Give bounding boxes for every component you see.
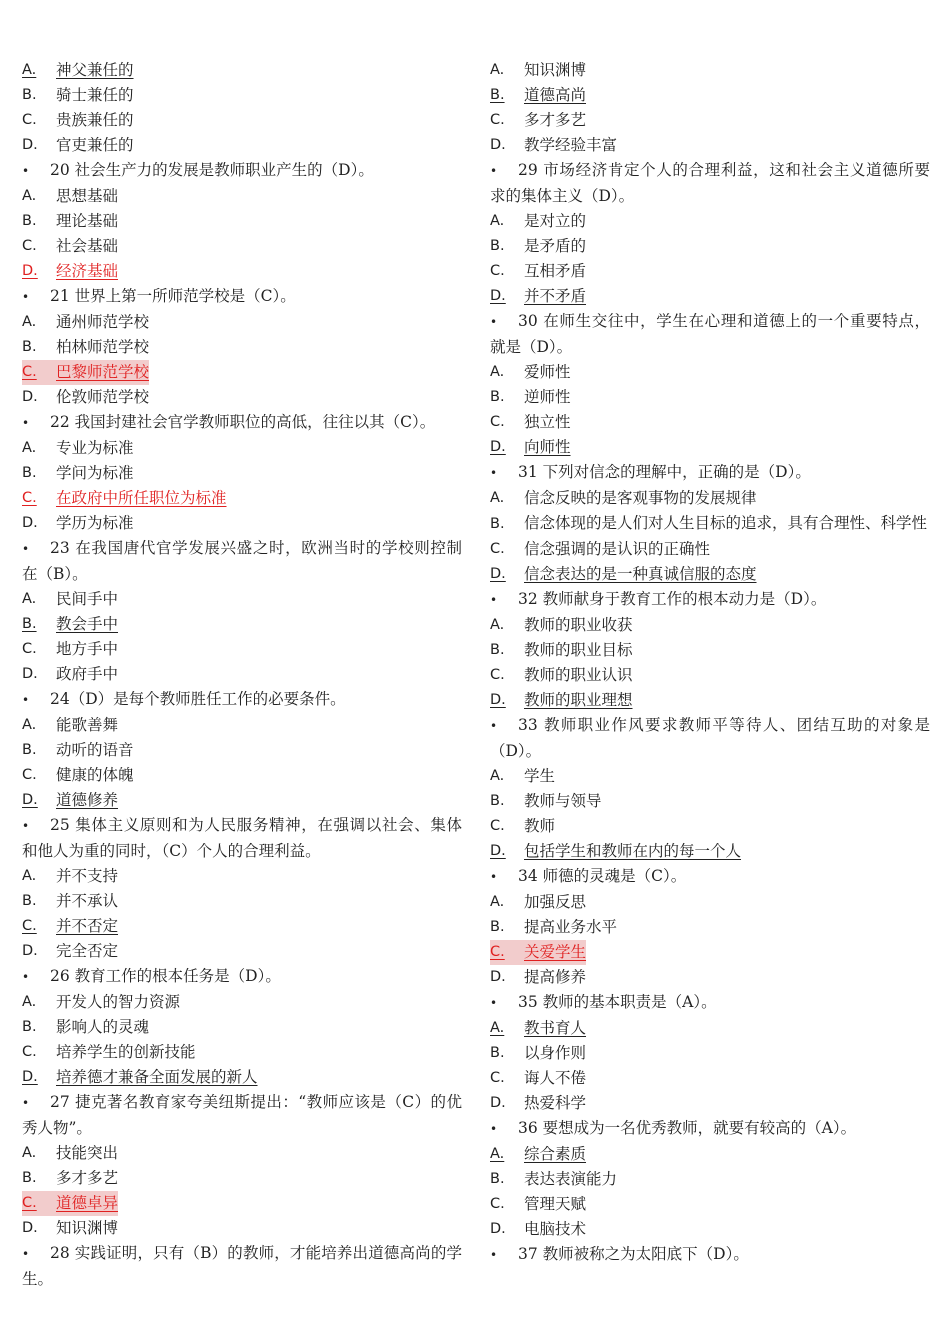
- question-text: 24（D）是每个教师胜任工作的必要条件。: [50, 690, 346, 708]
- question-text: 34 师德的灵魂是（C）。: [518, 867, 687, 885]
- option-text: 教师与领导: [524, 792, 602, 810]
- option: [22, 637, 462, 662]
- option-text: 通州师范学校: [56, 313, 150, 331]
- option: [490, 814, 930, 839]
- option: [490, 890, 930, 915]
- option-text: 伦敦师范学校: [56, 388, 150, 406]
- answer-option: [22, 1065, 462, 1090]
- option-letter: B.: [22, 213, 37, 229]
- option: [22, 385, 462, 410]
- option: [490, 1167, 930, 1192]
- option-letter: A.: [22, 994, 37, 1010]
- question-text: 27 捷克著名教育家夸美纽斯提出：“教师应该是（C）的优秀人物”。: [22, 1093, 462, 1137]
- bullet-icon: •: [22, 819, 30, 833]
- option-text: 贵族兼任的: [56, 111, 134, 129]
- option-letter: A.: [490, 62, 505, 78]
- option-text: 是矛盾的: [524, 237, 587, 255]
- option: [490, 1192, 930, 1217]
- option-letter: A.: [22, 1145, 37, 1161]
- left-column: [22, 58, 462, 1292]
- option-text: 道德高尚: [524, 86, 587, 104]
- option-letter: B.: [22, 465, 37, 481]
- option-letter: D.: [490, 1095, 506, 1111]
- option-letter: D.: [490, 566, 506, 582]
- option-letter: A.: [490, 1146, 505, 1162]
- option-text: 在政府中所任职位为标准: [56, 489, 227, 507]
- option-text: 学问为标准: [56, 464, 134, 482]
- option: [22, 864, 462, 889]
- option-letter: C.: [22, 360, 56, 385]
- option-letter: D.: [490, 692, 506, 708]
- question: [22, 158, 462, 184]
- question: [490, 990, 930, 1016]
- option: [22, 511, 462, 536]
- option: [490, 613, 930, 638]
- option-text: 教师的职业认识: [524, 666, 633, 684]
- option: [490, 360, 930, 385]
- option-text: 社会基础: [56, 237, 119, 255]
- option-text: 并不支持: [56, 867, 119, 885]
- option-letter: B.: [490, 238, 505, 254]
- option-letter: D.: [22, 1069, 38, 1085]
- option-text: 爱师性: [524, 363, 571, 381]
- option: [490, 537, 930, 562]
- option-letter: B.: [490, 516, 505, 532]
- option-letter: A.: [22, 440, 37, 456]
- option: [22, 1141, 462, 1166]
- option: [22, 713, 462, 738]
- option: [22, 1166, 462, 1191]
- option: [22, 133, 462, 158]
- bullet-icon: •: [22, 164, 30, 178]
- option-text: 培养德才兼备全面发展的新人: [56, 1068, 258, 1086]
- option-text: 道德卓异: [56, 1191, 118, 1216]
- bullet-icon: •: [490, 870, 498, 884]
- option: [22, 184, 462, 209]
- option-text: 影响人的灵魂: [56, 1018, 150, 1036]
- option-letter: A.: [490, 213, 505, 229]
- option-letter: D.: [22, 389, 38, 405]
- option: [490, 1091, 930, 1116]
- option-text: 教师: [524, 817, 556, 835]
- option: [22, 1015, 462, 1040]
- option: [22, 1216, 462, 1241]
- option-letter: D.: [490, 137, 506, 153]
- question: [22, 284, 462, 310]
- answer-option: [490, 940, 930, 965]
- option-letter: B.: [490, 793, 505, 809]
- option-text: 包括学生和教师在内的每一个人: [524, 842, 742, 860]
- option-letter: C.: [490, 414, 505, 430]
- question-text: 25 集体主义原则和为人民服务精神，在强调以社会、集体和他人为重的同时，（C）个人的合理利益。: [22, 816, 462, 860]
- option-text: 培养学生的创新技能: [56, 1043, 196, 1061]
- option-letter: A.: [490, 490, 505, 506]
- question-text: 22 我国封建社会官学教师职位的高低，往往以其（C）。: [50, 413, 436, 431]
- option-text: 柏林师范学校: [56, 338, 150, 356]
- option-text: 综合素质: [524, 1145, 587, 1163]
- option-letter: C.: [490, 263, 505, 279]
- bullet-icon: •: [490, 1248, 498, 1262]
- option-text: 教书育人: [524, 1019, 587, 1037]
- option-letter: C.: [22, 918, 37, 934]
- question: [22, 1241, 462, 1292]
- option-text: 技能突出: [56, 1144, 119, 1162]
- option-letter: B.: [22, 742, 37, 758]
- option-text: 民间手中: [56, 590, 119, 608]
- question: [22, 964, 462, 990]
- option-text: 骑士兼任的: [56, 86, 134, 104]
- question-text: 31 下列对信念的理解中，正确的是（D）。: [518, 463, 811, 481]
- option: [490, 663, 930, 688]
- option-letter: D.: [490, 969, 506, 985]
- option: [22, 990, 462, 1015]
- answer-option: [490, 839, 930, 864]
- question: [490, 1116, 930, 1142]
- option-letter: A.: [22, 591, 37, 607]
- option-text: 开发人的智力资源: [56, 993, 181, 1011]
- option-letter: D.: [490, 439, 506, 455]
- option-text: 多才多艺: [524, 111, 587, 129]
- option: [490, 486, 930, 511]
- option-text: 多才多艺: [56, 1169, 119, 1187]
- option: [490, 385, 930, 410]
- question: [490, 587, 930, 613]
- option-letter: C.: [22, 112, 37, 128]
- option-text: 教会手中: [56, 615, 119, 633]
- option-text: 加强反思: [524, 893, 587, 911]
- answer-option: [22, 612, 462, 637]
- option-text: 向师性: [524, 438, 571, 456]
- option-text: 思想基础: [56, 187, 119, 205]
- option: [490, 511, 930, 537]
- question-text: 21 世界上第一所师范学校是（C）。: [50, 287, 296, 305]
- option: [490, 209, 930, 234]
- option-letter: A.: [490, 894, 505, 910]
- option-text: 互相矛盾: [524, 262, 587, 280]
- option-text: 健康的体魄: [56, 766, 134, 784]
- option: [22, 335, 462, 360]
- answer-option: [490, 688, 930, 713]
- option-letter: B.: [22, 893, 37, 909]
- bullet-icon: •: [490, 315, 498, 329]
- option-text: 信念体现的是人们对人生目标的追求，具有合理性、科学性: [524, 514, 928, 532]
- option: [22, 1040, 462, 1065]
- option-text: 官吏兼任的: [56, 136, 134, 154]
- option: [490, 259, 930, 284]
- option: [490, 410, 930, 435]
- option-letter: C.: [22, 767, 37, 783]
- option-text: 电脑技术: [524, 1220, 587, 1238]
- question-text: 28 实践证明，只有（B）的教师，才能培养出道德高尚的学生。: [22, 1244, 462, 1288]
- answer-option: [490, 83, 930, 108]
- option-letter: D.: [490, 843, 506, 859]
- option-text: 教师的职业理想: [524, 691, 633, 709]
- option-text: 提高业务水平: [524, 918, 618, 936]
- option-letter: B.: [490, 1171, 505, 1187]
- answer-option: [22, 914, 462, 939]
- bullet-icon: •: [22, 693, 30, 707]
- option: [490, 915, 930, 940]
- option-text: 诲人不倦: [524, 1069, 587, 1087]
- answer-option: [490, 1016, 930, 1041]
- question-text: 32 教师献身于教育工作的根本动力是（D）。: [518, 590, 827, 608]
- option-text: 并不承认: [56, 892, 119, 910]
- option: [490, 764, 930, 789]
- option-text: 提高修养: [524, 968, 587, 986]
- option-text: 道德修养: [56, 791, 119, 809]
- question: [22, 813, 462, 864]
- question-text: 20 社会生产力的发展是教师职业产生的（D）。: [50, 161, 374, 179]
- option-text: 教学经验丰富: [524, 136, 618, 154]
- option-text: 能歌善舞: [56, 716, 119, 734]
- bullet-icon: •: [490, 1122, 498, 1136]
- option-text: 以身作则: [524, 1044, 587, 1062]
- option-text: 信念强调的是认识的正确性: [524, 540, 711, 558]
- question: [490, 309, 930, 360]
- bullet-icon: •: [490, 996, 498, 1010]
- option: [22, 209, 462, 234]
- option-letter: A.: [490, 617, 505, 633]
- option: [490, 638, 930, 663]
- option-letter: A.: [22, 188, 37, 204]
- option-text: 独立性: [524, 413, 571, 431]
- answer-option: [22, 486, 462, 511]
- option: [22, 461, 462, 486]
- option-text: 教师的职业收获: [524, 616, 633, 634]
- question: [22, 536, 462, 587]
- option-text: 完全否定: [56, 942, 119, 960]
- answer-option: [22, 259, 462, 284]
- option: [490, 1066, 930, 1091]
- option-letter: C.: [22, 1191, 56, 1216]
- option-text: 并不否定: [56, 917, 119, 935]
- option-letter: C.: [490, 1070, 505, 1086]
- option-text: 巴黎师范学校: [56, 360, 149, 385]
- answer-option: [22, 58, 462, 83]
- question-text: 33 教师职业作风要求教师平等待人、团结互助的对象是（D）。: [490, 716, 930, 760]
- option: [490, 108, 930, 133]
- answer-option: [490, 284, 930, 309]
- question: [490, 864, 930, 890]
- option: [490, 965, 930, 990]
- bullet-icon: •: [22, 416, 30, 430]
- option-letter: C.: [490, 1196, 505, 1212]
- option-letter: D.: [22, 515, 38, 531]
- option-text: 知识渊博: [524, 61, 587, 79]
- option-letter: D.: [490, 288, 506, 304]
- option-letter: C.: [22, 1044, 37, 1060]
- option-text: 学历为标准: [56, 514, 134, 532]
- answer-option: [22, 360, 462, 385]
- answer-option: [22, 1191, 462, 1216]
- option-letter: C.: [22, 641, 37, 657]
- option: [490, 789, 930, 814]
- option: [490, 133, 930, 158]
- option-letter: D.: [22, 263, 38, 279]
- option-letter: B.: [22, 616, 37, 632]
- option: [22, 939, 462, 964]
- option: [490, 58, 930, 83]
- option-text: 信念反映的是客观事物的发展规律: [524, 489, 757, 507]
- option-letter: C.: [22, 238, 37, 254]
- option-letter: B.: [490, 919, 505, 935]
- option-text: 是对立的: [524, 212, 587, 230]
- option-letter: B.: [22, 87, 37, 103]
- answer-option: [490, 562, 930, 587]
- option-letter: D.: [22, 666, 38, 682]
- option: [22, 310, 462, 335]
- option-letter: B.: [490, 87, 505, 103]
- option-letter: C.: [490, 940, 524, 965]
- bullet-icon: •: [490, 164, 498, 178]
- option-text: 政府手中: [56, 665, 119, 683]
- question-text: 29 市场经济肯定个人的合理利益，这和社会主义道德所要求的集体主义（D）。: [490, 161, 930, 205]
- question: [22, 1090, 462, 1141]
- option-text: 神父兼任的: [56, 61, 134, 79]
- answer-option: [490, 435, 930, 460]
- option-text: 教师的职业目标: [524, 641, 633, 659]
- question: [22, 687, 462, 713]
- option-text: 表达表演能力: [524, 1170, 618, 1188]
- option-letter: A.: [490, 1020, 505, 1036]
- option: [490, 1217, 930, 1242]
- option-letter: A.: [22, 868, 37, 884]
- option: [22, 83, 462, 108]
- option-letter: A.: [22, 62, 37, 78]
- option-letter: B.: [490, 389, 505, 405]
- question-text: 23 在我国唐代官学发展兴盛之时，欧洲当时的学校则控制在（B）。: [22, 539, 462, 583]
- question: [490, 713, 930, 764]
- option-text: 知识渊博: [56, 1219, 119, 1237]
- option: [22, 587, 462, 612]
- option-letter: A.: [490, 768, 505, 784]
- question-text: 30 在师生交往中，学生在心理和道德上的一个重要特点，就是（D）。: [490, 312, 930, 356]
- bullet-icon: •: [490, 719, 498, 733]
- option-text: 动听的语音: [56, 741, 134, 759]
- bullet-icon: •: [490, 466, 498, 480]
- option-letter: C.: [490, 541, 505, 557]
- bullet-icon: •: [22, 290, 30, 304]
- option-letter: C.: [490, 818, 505, 834]
- option-letter: C.: [490, 667, 505, 683]
- option-text: 并不矛盾: [524, 287, 587, 305]
- option-text: 学生: [524, 767, 556, 785]
- option-letter: D.: [490, 1221, 506, 1237]
- question-text: 36 要想成为一名优秀教师，就要有较高的（A）。: [518, 1119, 857, 1137]
- option-letter: D.: [22, 137, 38, 153]
- option-letter: A.: [22, 314, 37, 330]
- question-text: 26 教育工作的根本任务是（D）。: [50, 967, 281, 985]
- option-text: 经济基础: [56, 262, 119, 280]
- option-letter: D.: [22, 1220, 38, 1236]
- option-text: 理论基础: [56, 212, 119, 230]
- option: [490, 234, 930, 259]
- answer-option: [22, 788, 462, 813]
- option-text: 地方手中: [56, 640, 119, 658]
- bullet-icon: •: [490, 593, 498, 607]
- option: [22, 436, 462, 461]
- option: [22, 662, 462, 687]
- right-column: [490, 58, 930, 1268]
- option-letter: B.: [490, 642, 505, 658]
- question: [490, 1242, 930, 1268]
- option-letter: C.: [490, 112, 505, 128]
- option-letter: B.: [22, 339, 37, 355]
- option: [22, 108, 462, 133]
- bullet-icon: •: [22, 1247, 30, 1261]
- option-text: 关爱学生: [524, 940, 586, 965]
- answer-option: [490, 1142, 930, 1167]
- option-letter: B.: [22, 1019, 37, 1035]
- option-text: 热爱科学: [524, 1094, 587, 1112]
- option-text: 信念表达的是一种真诚信服的态度: [524, 565, 757, 583]
- question: [490, 460, 930, 486]
- option-letter: A.: [22, 717, 37, 733]
- question: [22, 410, 462, 436]
- option-text: 专业为标准: [56, 439, 134, 457]
- option: [22, 763, 462, 788]
- option-letter: B.: [22, 1170, 37, 1186]
- question-text: 35 教师的基本职责是（A）。: [518, 993, 717, 1011]
- option-letter: C.: [22, 490, 37, 506]
- bullet-icon: •: [22, 542, 30, 556]
- option: [22, 889, 462, 914]
- option: [22, 234, 462, 259]
- option-letter: D.: [22, 943, 38, 959]
- option-text: 管理天赋: [524, 1195, 587, 1213]
- question-text: 37 教师被称之为太阳底下（D）。: [518, 1245, 749, 1263]
- option-letter: A.: [490, 364, 505, 380]
- option: [22, 738, 462, 763]
- question: [490, 158, 930, 209]
- bullet-icon: •: [22, 970, 30, 984]
- option-letter: D.: [22, 792, 38, 808]
- option-text: 逆师性: [524, 388, 571, 406]
- option-letter: B.: [490, 1045, 505, 1061]
- bullet-icon: •: [22, 1096, 30, 1110]
- option: [490, 1041, 930, 1066]
